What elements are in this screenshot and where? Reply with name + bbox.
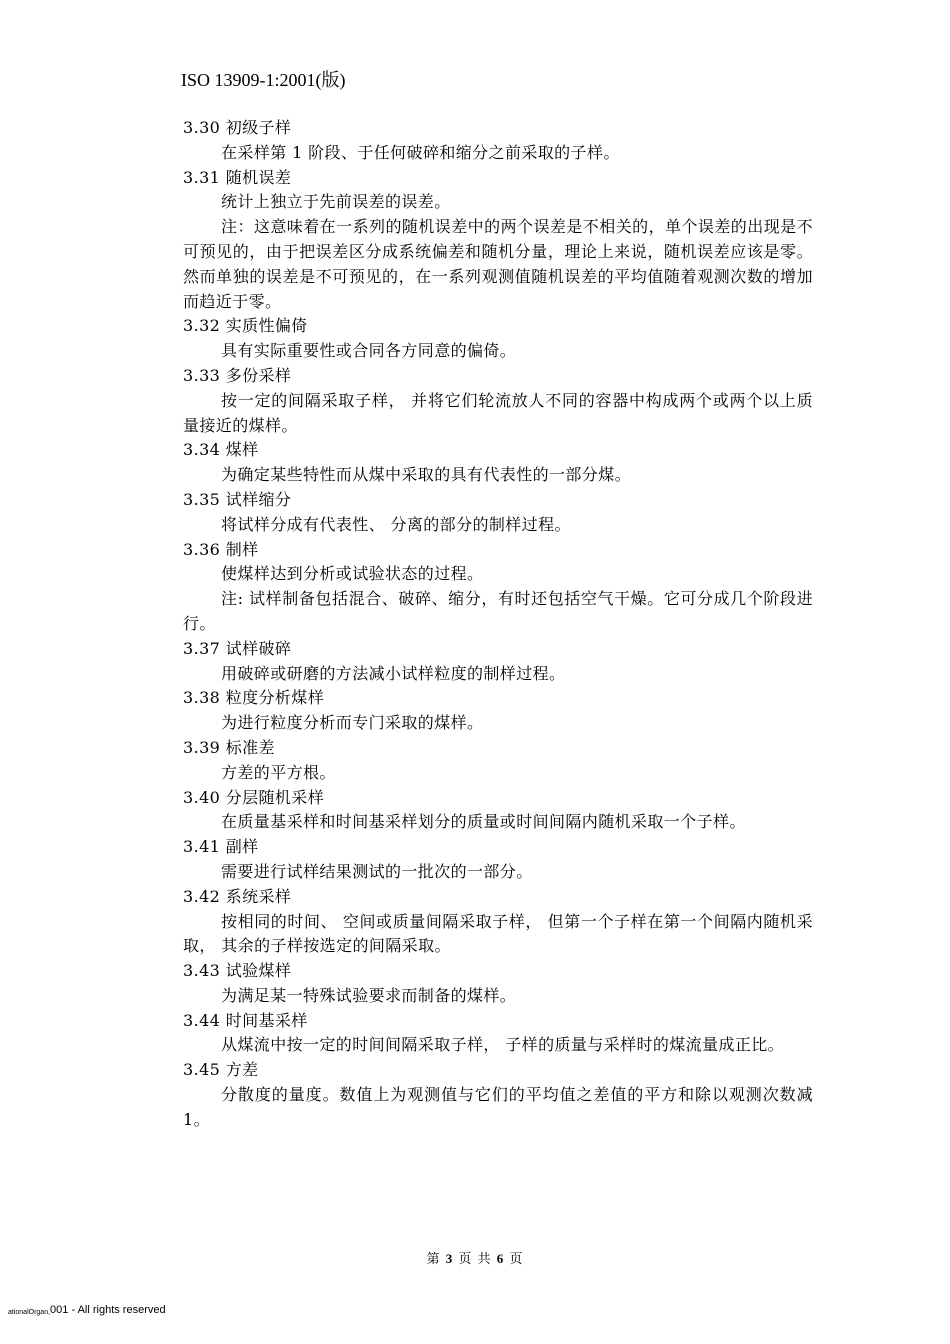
term-definition: 为进行粒度分析而专门采取的煤样。 — [221, 713, 484, 733]
term-definition: 从煤流中按一定的时间间隔采取子样， 子样的质量与采样时的煤流量成正比。 — [221, 1035, 785, 1055]
term-definition: 用破碎或研磨的方法减小试样粒度的制样过程。 — [221, 663, 566, 683]
term-heading: 3.43 试验煤样 — [183, 961, 292, 981]
term-definition: 方差的平方根。 — [221, 762, 336, 782]
term-definition: 注：这意味着在一系列的随机误差中的两个误差是不相关的，单个误差的出现是不可预见的，由于把误差区分成系统偏差和随机分量，理论上来说，随机误差应该是零。然而单独的误差是不可预见的，在一系列观测值随机误差的平均值随着观测次数的增加而趋近于零。 — [183, 217, 813, 311]
term-heading: 3.44 时间基采样 — [183, 1010, 308, 1030]
term-heading: 3.35 试样缩分 — [183, 489, 292, 509]
document-header: ISO 13909-1:2001(版) — [181, 70, 346, 90]
term-definition: 需要进行试样结果测试的一批次的一部分。 — [221, 861, 533, 881]
copyright-sep: , — [48, 1309, 51, 1316]
term-heading: 3.33 多份采样 — [183, 365, 292, 385]
page-label-end: 页 — [509, 1252, 524, 1267]
copyright-text: 001 - All rights reserved — [50, 1304, 166, 1316]
term-heading: 3.34 煤样 — [183, 440, 259, 460]
page-label-mid: 页 共 — [458, 1252, 492, 1267]
term-definition: 注: 试样制备包括混合、破碎、缩分，有时还包括空气干燥。它可分成几个阶段进行。 — [183, 589, 813, 633]
term-definition: 分散度的量度。数值上为观测值与它们的平均值之差值的平方和除以观测次数减 1。 — [183, 1085, 813, 1129]
term-definition: 统计上独立于先前误差的误差。 — [221, 192, 451, 212]
term-definition: 按一定的间隔采取子样， 并将它们轮流放人不同的容器中构成两个或两个以上质量接近的煤样。 — [183, 390, 813, 435]
copyright-prefix: ationalOrgan — [8, 1309, 49, 1316]
term-definition: 在采样第 1 阶段、于任何破碎和缩分之前采取的子样。 — [221, 142, 620, 162]
term-definition: 使煤样达到分析或试验状态的过程。 — [221, 564, 484, 584]
term-heading: 3.41 副样 — [183, 837, 259, 857]
term-definition: 按相同的时间、 空间或质量间隔采取子样， 但第一个子样在第一个间隔内随机采取， 其余的子样按选定的间隔采取。 — [183, 911, 813, 956]
term-heading: 3.40 分层随机采样 — [183, 787, 325, 807]
term-definition: 为满足某一特殊试验要求而制备的煤样。 — [221, 985, 517, 1005]
term-heading: 3.36 制样 — [183, 539, 259, 559]
term-heading: 3.37 试样破碎 — [183, 638, 292, 658]
term-definition: 为确定某些特性而从煤中采取的具有代表性的一部分煤。 — [221, 465, 632, 485]
term-definition: 将试样分成有代表性、 分离的部分的制样过程。 — [221, 514, 571, 534]
copyright-notice — [8, 1304, 166, 1316]
term-definition: 具有实际重要性或合同各方同意的偏倚。 — [221, 341, 517, 361]
page-label: 第 — [426, 1252, 441, 1267]
term-definition: 在质量基采样和时间基采样划分的质量或时间间隔内随机采取一个子样。 — [221, 812, 746, 832]
term-heading: 3.30 初级子样 — [183, 118, 292, 137]
page-total: 6 — [496, 1251, 505, 1266]
term-heading: 3.39 标准差 — [183, 737, 275, 757]
term-heading: 3.45 方差 — [183, 1060, 259, 1080]
term-heading: 3.31 随机误差 — [183, 167, 292, 187]
page-footer — [0, 1248, 950, 1267]
page-current: 3 — [445, 1251, 454, 1266]
term-heading: 3.42 系统采样 — [183, 886, 292, 906]
document-body — [183, 116, 813, 1133]
term-heading: 3.38 粒度分析煤样 — [183, 688, 325, 708]
term-heading: 3.32 实质性偏倚 — [183, 316, 308, 336]
